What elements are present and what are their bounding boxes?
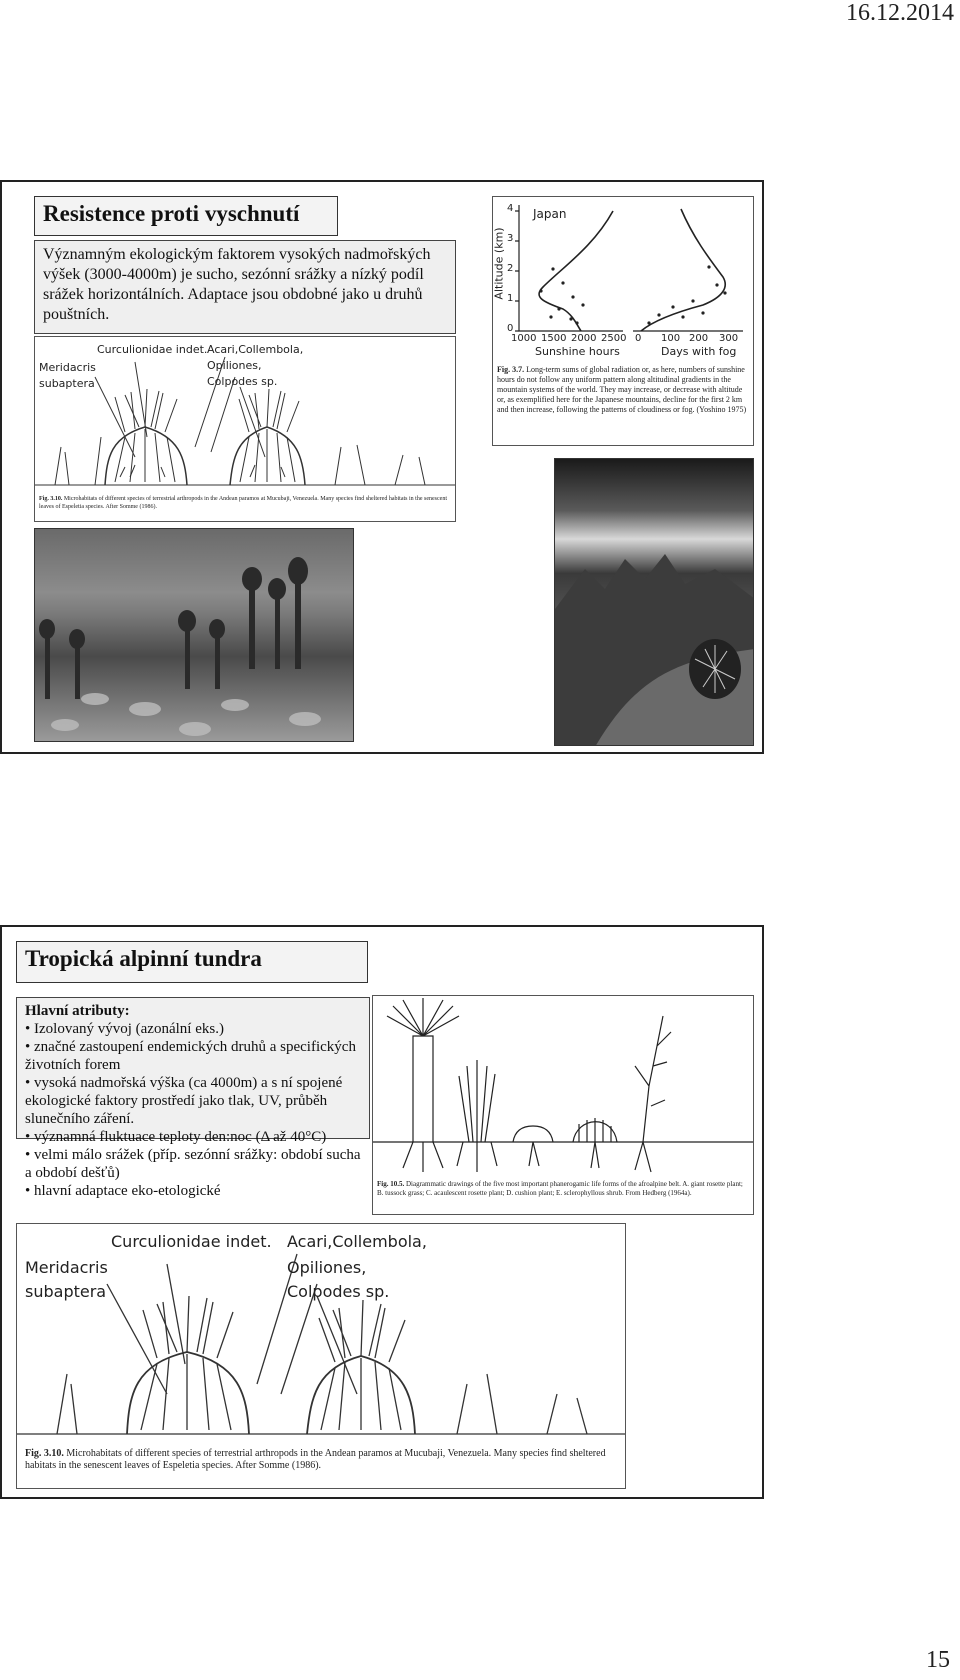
- label-curculionidae-large: Curculionidae indet.: [111, 1232, 272, 1251]
- graph-y-tick-3: 3: [507, 233, 514, 244]
- attribute-item: • velmi málo srážek (příp. sezónní srážky: období sucha a období dešťů): [25, 1147, 361, 1181]
- label-acari-large: Acari,Collembola,: [287, 1232, 427, 1251]
- label-opiliones: Opiliones,: [207, 359, 262, 372]
- graph-x2-label: Days with fog: [661, 345, 737, 358]
- caption-number-large: Fig. 3.10.: [25, 1448, 64, 1459]
- slide-1: [0, 180, 764, 754]
- graph-x1-tick-0: 1000: [511, 333, 537, 344]
- mountain-rosette-photo: [554, 458, 754, 746]
- label-colpodes: Colpodes sp.: [207, 375, 278, 388]
- graph-y-tick-0: 0: [507, 323, 514, 334]
- graph-japan-label: Japan: [533, 207, 567, 221]
- page-number: 15: [926, 1647, 950, 1673]
- label-meridacris-large: Meridacris: [25, 1258, 108, 1277]
- graph-x1-tick-3: 2500: [601, 333, 627, 344]
- label-opiliones-large: Opiliones,: [287, 1258, 367, 1277]
- paramo-espeletia-photo: [34, 528, 354, 742]
- arthropod-microhabitat-figure-large: [16, 1223, 626, 1489]
- graph-x2-tick-0: 0: [635, 333, 642, 344]
- arthropod-microhabitat-figure: [34, 336, 456, 522]
- graph-x1-tick-2: 2000: [571, 333, 597, 344]
- slide-2-attributes-box: [16, 997, 370, 1199]
- arthropod-figure-caption: [39, 495, 451, 511]
- label-meridacris: Meridacris: [39, 361, 96, 374]
- page-date: 16.12.2014: [846, 0, 954, 26]
- caption-text: Microhabitats of different species of terrestrial arthropods in the Andean paramos at Mucubaji, Venezuela. Many species find sheltered habitats in the senescent leaves of Espeletia species. After Somme (1986).: [39, 496, 447, 510]
- lifeforms-caption-text: Diagrammatic drawings of the five most important phanerogamic life forms of the afroalpine belt. A. giant rosette plant; B. tussock grass; C. acaulescent rosette plant; D. cushion plant; E. sclerophyllous shrub. From Hedberg (1964a).: [377, 1180, 743, 1197]
- attribute-item: • vysoká nadmořská výška (ca 4000m) a s ní spojené ekologické faktory prostředí jako tlak, UV, průběh slunečního záření.: [25, 1075, 343, 1127]
- attribute-item: • Izolovaný vývoj (azonální eks.): [25, 1021, 224, 1037]
- graph-x2-tick-3: 300: [719, 333, 739, 344]
- attribute-item: • hlavní adaptace eko-etologické: [25, 1183, 221, 1199]
- afroalpine-lifeforms-figure: [372, 995, 754, 1215]
- lifeforms-caption-number: Fig. 10.5.: [377, 1180, 405, 1188]
- label-subaptera: subaptera: [39, 377, 95, 390]
- label-subaptera-large: subaptera: [25, 1282, 107, 1301]
- graph-y-tick-4: 4: [507, 203, 514, 214]
- attribute-item: • významná fluktuace teploty den:noc (Δ až 40°C): [25, 1129, 327, 1145]
- arthropod-figure-large-caption: [25, 1448, 621, 1472]
- graph-y-tick-1: 1: [507, 293, 514, 304]
- graph-y-axis-label: Altitude (km): [492, 227, 506, 300]
- attributes-list: [25, 1020, 361, 1200]
- espeletia-rosettes-illustration: [35, 529, 354, 742]
- graph-caption-number: Fig. 3.7.: [497, 365, 525, 374]
- graph-x2-tick-1: 100: [661, 333, 681, 344]
- graph-x1-label: Sunshine hours: [535, 345, 620, 358]
- mountain-illustration: [555, 459, 754, 746]
- lifeforms-caption: [377, 1180, 751, 1198]
- caption-text-large: Microhabitats of different species of terrestrial arthropods in the Andean paramos at Mucubaji, Venezuela. Many species find sheltered habitats in the senescent leaves of Espeletia species. After Somme (1986).: [25, 1448, 606, 1471]
- graph-x1-tick-1: 1500: [541, 333, 567, 344]
- graph-caption: [497, 365, 751, 415]
- label-colpodes-large: Colpodes sp.: [287, 1282, 390, 1301]
- sunshine-fog-graph-figure: [492, 196, 754, 446]
- label-curculionidae: Curculionidae indet.: [97, 343, 208, 356]
- slide-2-title: Tropická alpinní tundra: [16, 941, 368, 983]
- graph-x2-tick-2: 200: [689, 333, 709, 344]
- slide-1-body-text: Významným ekologickým faktorem vysokých nadmořských výšek (3000-4000m) je sucho, sezónní srážky a nízký podíl srážek horizontálních. Adaptace jsou obdobné jako u druhů pouštních.: [34, 240, 456, 334]
- lifeforms-drawing: [373, 996, 754, 1176]
- graph-caption-text: Long-term sums of global radiation or, as here, numbers of sunshine hours do not follow any uniform pattern along altitudinal gradients in the mountain systems of the world. They may increase, or decrease with altitude or, as exemplified here for the Japanese mountains, decline for the first 2 km and then increase, following the patterns of cloudiness or fog. (Yoshino 1975): [497, 365, 747, 414]
- slide-1-title: Resistence proti vyschnutí: [34, 196, 338, 236]
- attributes-heading: Hlavní atributy:: [25, 1003, 130, 1019]
- label-acari: Acari,Collembola,: [207, 343, 304, 356]
- attribute-item: • značné zastoupení endemických druhů a specifických životních forem: [25, 1039, 356, 1073]
- slide-2: [0, 925, 764, 1499]
- caption-number: Fig. 3.10.: [39, 496, 63, 502]
- graph-y-tick-2: 2: [507, 263, 514, 274]
